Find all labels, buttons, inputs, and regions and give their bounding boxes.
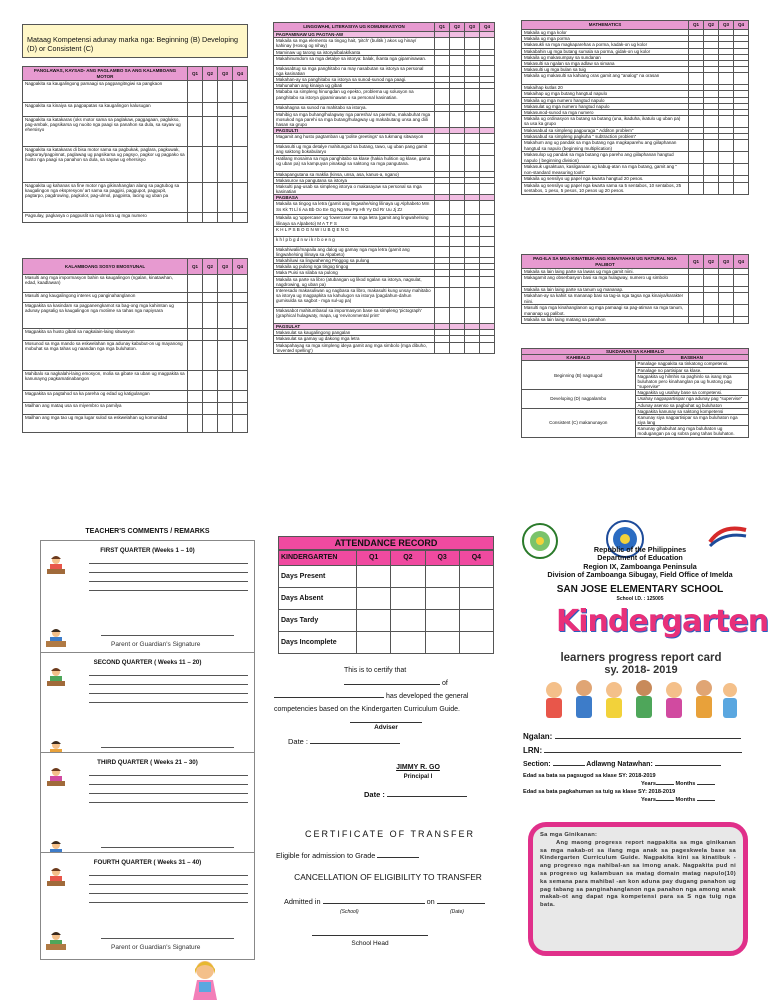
date-label: Date : [288, 737, 309, 746]
math-row: Makasabud sa simpleng pagpuraga " Additon problem" [522, 128, 689, 134]
language-row: Makaila ug 'uppercase' ug 'lowercase' na mga letra (gamit ang lingwahe/sing lilinaya sa Alpabeto) M A T F S [274, 215, 435, 226]
admitted-text: Admitted in [284, 897, 321, 906]
girl-with-books-icon [188, 958, 222, 1004]
math-row: Makasabud sa simpleng pagkuha " subtraction problem" [522, 134, 689, 140]
sosyo-table [22, 258, 248, 433]
math-header: MATHEMATICS [522, 21, 689, 30]
attendance-cell[interactable] [391, 566, 425, 588]
math-row: Makasulop ug pandak sa mga butang nga pareho ang giilaphanan hangtud napulo ( beginning division) [522, 152, 689, 164]
attendance-cell[interactable] [357, 588, 391, 610]
date-label: Date : [364, 790, 385, 799]
q-header: Q2 [203, 259, 218, 275]
language-row: Makasulti ug mga detalye mahitungod sa butang, tawo, ug uban pang gamit ang saktong bokabularyo [274, 144, 435, 155]
language-row: Makapangutana sa maklia (kinsa, unsa, asa, kanus-a, ngano) [274, 171, 435, 177]
writing-child-icon [45, 628, 67, 648]
school-year: sy. 2018- 2019 [604, 664, 678, 676]
birthdate-label: Adlawng Natawhan: [586, 761, 653, 768]
department-text: Department of Education [597, 553, 683, 563]
math-row: Makaila ug makasumpay sa sundanan [522, 54, 689, 60]
attendance-col-header: Q4 [459, 551, 493, 566]
math-table [521, 20, 749, 195]
natural-table [521, 254, 749, 324]
date-field-1 [288, 737, 400, 746]
cancel-title: CANCELLATION OF ELIGIBILITY TO TRANSFER [294, 872, 482, 882]
section-label: Section: [523, 761, 551, 768]
date-field-2 [364, 790, 467, 799]
attendance-title: ATTENDANCE RECORD [278, 536, 494, 550]
attendance-cell[interactable] [391, 610, 425, 632]
rating-row: Kanunay siya nagpartisipar sa mga buluhaton nga siya lang [635, 414, 749, 425]
language-row: Interesado makasuliwan ug nagbasa sa libro, makasulti kung unsay mahitabo sa istorya ug magpapkita sa kahulugon sa istorya (pagdahun-dahun gumisulda sa sagbot - mga sul-ug pa) [274, 287, 435, 307]
language-row: Makaila ug pulong nga tingog tingog [274, 264, 435, 270]
section-title: PAGSULAT [274, 323, 435, 329]
language-row: Makaila sa tingog sa letra (gamit ang lingwahe/sing lilinaya ug Alphabeto Mm Ss Kk Tt Ll Ii Aa Bb Oo Ee Gg Ng Ww Pp Hh Yy Dd Rr Uu Jj Zz [274, 201, 435, 215]
school-head-label: School Head [351, 940, 389, 947]
math-row: Makaila ug mga porma [522, 36, 689, 42]
republic-text: Republic of the Philippines [593, 545, 687, 554]
years-label: Years [641, 781, 656, 787]
q-header: Q4 [734, 255, 749, 269]
quarter-title: FOURTH QUARTER ( Weeks 31 – 40) [93, 859, 202, 866]
natural-row: Makahan-ay sa kahiit sa mananap basi sa tag-ia nga tagsa nga kinaiya/karakter niini. [522, 293, 689, 305]
language-row: K H L P S B O G N W I U B Q E N G [274, 226, 435, 236]
sosyo-row: Masulti ang mga impormasyon bahin sa kaugalingon (ngalan, kinatawhan, edad, kaadlawan) [23, 275, 188, 293]
language-header: LINGGWAHI, LITERASIYA UG KOMUNIKASYON [274, 23, 435, 32]
language-row: Makaila sa parte sa libro (atubangan ug likod ngalan sa istorya, nagsulat, nagdrowing, ug uban pa) [274, 276, 435, 287]
attendance-cell[interactable] [357, 632, 391, 654]
sosyo-row: Mosunod sa mga mando sa eskwelahan nga adunay kabubut-on ug mayanong mobuhat sa mga tahas ug naandan nga mga buluhaton. [23, 341, 188, 371]
sosyo-row: Mailhan ang mga tao ug mga lugar sulod sa eskwelahan ug komunidad [23, 415, 188, 433]
math-row: Makasunod-sunod sa mga numero [522, 109, 689, 115]
adviser-label: Adviser [374, 724, 398, 731]
q-header: Q1 [188, 67, 203, 81]
math-row: Makaila ug mga kolor [522, 30, 689, 36]
language-row: Makaila sa mga elemento sa tingog hait, 'pitch' (bulitik ) akos ug hinay/ kahinay (Hosog og nihay) [274, 38, 435, 49]
writing-child-icon [45, 931, 67, 951]
math-row: Makasulti ug mga bulan sa tuig [522, 67, 689, 73]
math-row: Makasukli sa mga magkaparehas a porma, kadak-on ug kolor [522, 42, 689, 48]
reading-child-icon [45, 667, 67, 687]
q-header: Q2 [704, 21, 719, 30]
math-row: Makaila ug sensilyo ug papel nga kwarta sama sa 5 sentabos, 10 sentabos, 25 sentabos, 1 peso, 5 pesos, 10 pesos ug 20 pesos. [522, 182, 689, 194]
motor-table [22, 66, 248, 223]
date-caption: (Date) [450, 909, 464, 915]
math-row: Makahum ang ug pandak sa mga butang nga magkaparehu ang giilaphanan hangtud sa napulo (beginning multiplication) [522, 140, 689, 152]
math-row: Makaila ug ordinasyon sa butang sa butang (una, ikaduha, ikatulo ug uban pa) sa usa ka grupo [522, 116, 689, 128]
q-header: Q1 [689, 255, 704, 269]
rating-row: Nagpakita ug hilmhis sa paghinlo sa isang mga buluhaton pero kinahanglan pa ug hustong pag "supervise" [635, 373, 749, 390]
principal-title: Principal I [403, 774, 433, 780]
natural-row: Makaila sa lain laing parte sa tanum ug mananap. [522, 287, 689, 293]
children-illustration [540, 676, 740, 726]
q-header: Q1 [689, 21, 704, 30]
q-header: Q4 [233, 67, 248, 81]
years-label: Years [641, 797, 656, 803]
sosyo-row: Magpakita sa husto gibati sa nagkalain-laing sitwasyon [23, 329, 188, 341]
attendance-col-header: Q3 [425, 551, 459, 566]
on-text: on [426, 897, 435, 906]
quarter-title: SECOND QUARTER ( Weeks 11 – 20) [93, 659, 202, 666]
attendance-row-label: Days Absent [279, 588, 357, 610]
competencies-text: competencies based on the Kindergarten Curriculum Guide. [274, 706, 460, 713]
rating-row: Nagpakita kanunay sa saktong kompetensi [635, 408, 749, 414]
natural-panel [521, 254, 749, 324]
rating-level: Developing (D) nagpalambo [522, 390, 636, 409]
ngalan-label: Ngalan: [523, 732, 553, 741]
language-row: Makasulat sa gamay ug dakong mga letra [274, 336, 435, 342]
math-row: Makaila ug sensilyo ug papel nga kwarta hangtud 20 pesos. [522, 176, 689, 182]
school-caption: (School) [340, 909, 359, 915]
q-header: Q3 [218, 259, 233, 275]
rating-header: SUKDANAN SA KAHIBALO [522, 349, 749, 355]
kindergarten-banner: Kindergarten [556, 604, 768, 639]
division-text: Division of Zamboanga Sibugay, Field Office of Imelda [547, 570, 733, 580]
math-row: Makabahin ug mga butang sumala sa porma, gidak-on ug kolor [522, 48, 689, 54]
sosyo-row: Magpakita sa kasindam sa pagpanengkamot sa bag-ong mga kahimtan ug adunay pagsalig sa kaugalingon nga motiime sa tahas nga napiysara [23, 303, 188, 329]
admitted-line [284, 897, 499, 906]
region-text: Region IX, Zamboanga Peninsula [583, 561, 697, 571]
language-row: Makahiwalii/mapaila ang dalog ug gamay nga mga letra (gamit ang lingwahe/sing lilinaya sa Alpabeto) [274, 246, 435, 257]
eligible-line [276, 851, 419, 860]
sosyo-row: Masulti ang kaugalingong interes ug panginahanglanon [23, 293, 188, 303]
motor-row: Nagpakita sa kinaiya sa pagpapatas sa kaugalingon kalusugan [23, 103, 188, 117]
rating-panel [521, 348, 749, 438]
sosyo-row: Mailhan ang mataq usa sa miyembro sa pamilya [23, 403, 188, 415]
rating-level: Consistent (C) makanunayon [522, 408, 636, 437]
rating-row: Adunay asenso sa pagbuhat ug buluhaton [635, 402, 749, 408]
attendance-col-header: KINDERGARTEN [279, 551, 357, 566]
age-end-label: Edad sa bata pagkahuman sa tuig sa klase SY: 2018-2019 [523, 789, 676, 795]
language-row: Maksulti pag-usab sa simpleng istorya o makasayaw sa personal sa mga kasinatian [274, 183, 435, 194]
letter-body: Ang maong progress report nagpakita sa mga ginikanan sa mga nakab-ot sa ilang mga anak sa pageskwela base sa Kindergarten Curriculum Guide. Nagpakita kini sa kinatibuk - ang progreso nga nahibal-an sa imong anak. Nagpakita pud ni sa progreso ug kalambuan sa matag domain matag napulo(10) ka semana para mahibal -an kon aduna pay dugang panahon ug pag tabang sa panginahanglanon nga panahon nga among anak makab-ot ang dapat nga kompetensi para sa S nga tuig nga bata. [540, 839, 736, 909]
math-row: Makaihap kutlas 20 [522, 85, 689, 91]
q-header: Q3 [218, 67, 233, 81]
language-row: Mahibig sa mga buhang/hulagway nga paresha/ sa paresha, makabuhat mga mosukod nga parehi sa mga butang/hulagway ug makabutang unsa ang diili hasan sa grupo [274, 111, 435, 128]
motor-row: Nagpakita sa katakaras (oks motor sama sa paglakaw, paggagaan, paglukso, pag-ambak, pagsikarsa ug nuoito nga paagi sa panahon sa dula, sa sayaw ug ehersisyo [23, 117, 188, 147]
attendance-cell[interactable] [425, 610, 459, 632]
cover-header [540, 546, 740, 580]
sosyo-panel [22, 258, 248, 468]
of-text: of [441, 680, 448, 687]
rating-row: Usahay nagpapartisipar nga adunay pag "supervise" [635, 396, 749, 402]
age-start-label: Edad sa bata sa pagsugod sa klase SY: 2018-2019 [523, 773, 656, 779]
math-row: Makaila ug makasulti sa kahiang oras gamit ang "analog" na orasan [522, 73, 689, 85]
natural-row: Masulti nga mga kinahanglanon ug mga pamaagi sa pag-atiman sa mga tanum, mananap ug palibot. [522, 305, 689, 317]
quarter-box-4 [40, 852, 255, 960]
language-row: Makasulat sa kaugalingong pangalan [274, 330, 435, 336]
attendance-table-wrap [278, 550, 494, 654]
rating-col2: BASEHAN [635, 355, 749, 361]
language-row: Makahiluwi sa lingwahenng Pinggog sa pulong [274, 258, 435, 264]
natural-header: PAG-ILA SA MGA KINATBUK-ANG KINAIYAHAN UG NATURAL NGA PALIBOT [522, 255, 689, 269]
motor-row: Nagpakita sa kaugalingong pamaagi sa pagpangitngiwi sa pangkaon [23, 81, 188, 103]
reading-child-icon [45, 555, 67, 575]
q-header: Q2 [203, 67, 218, 81]
progress-title: learners progress report card [560, 652, 722, 664]
q-header: Q1 [188, 259, 203, 275]
section-title: PAGPAMINAW UG PAGTAN-AW [274, 32, 435, 38]
ngalan-field[interactable] [555, 738, 741, 739]
school-name: SAN JOSE ELEMENTARY SCHOOL [556, 584, 724, 595]
section-title: PAGSULTI [274, 128, 435, 134]
language-row: Mahunahan ang kinaiya ug gibati [274, 83, 435, 89]
birthdate-field[interactable] [655, 765, 721, 766]
math-row: Makaila ug mga numero hangtud napulo [522, 97, 689, 103]
q-header: Q3 [719, 255, 734, 269]
rating-row: Nagpakita ug usahay base sa competensi. [635, 390, 749, 396]
motor-header: PANGLAWAS, KAYSAD- ANG PAGLAMBO SA ANG KALAMBOANG MOTOR [23, 67, 188, 81]
motor-row: Nagpakita ug kahanas sa fine motor nga gikinahanglan alang sa pagtubog sa kaugalingon nga ekspresyon/ art sama sa paggisi, paggupot, paggupit, pagtarpo, pagdrowing, pagkolor, pag-ulmol, pagpinta, lacing ug uban pa [23, 183, 188, 213]
q-header: Q1 [435, 23, 450, 32]
attendance-row-label: Days Tardy [279, 610, 357, 632]
language-row: Magamit ang husto pagtamban ug 'polite greetings' sa tukmang sitwasyon [274, 134, 435, 144]
principal-name: JIMMY R. GO [396, 764, 440, 771]
months-label: Months [675, 781, 696, 787]
natural-row: Makagamit ang obserbasyon basi sa mga hulagway, numero ug simbolo [522, 275, 689, 287]
natural-row: Makaila sa lain laing matang sa panahon [522, 317, 689, 323]
parents-letter [528, 822, 748, 956]
q-header: Q4 [734, 21, 749, 30]
math-row: Makasulat ug mga numero hangtud napulo [522, 103, 689, 109]
rating-table [521, 348, 749, 438]
language-row: Makapahayag sa mga simpleng ideya gamit ang mga simbolo (mga dibuho, 'invented spelling') [274, 342, 435, 353]
reading-child-icon [45, 867, 67, 887]
math-row: Makasulti sa ngalan sa mga adlaw sa simana [522, 60, 689, 66]
section-field[interactable] [553, 765, 585, 766]
math-panel [521, 20, 749, 195]
language-row: Maka Puisi sa silaba sa pulong [274, 270, 435, 276]
reading-child-icon [45, 767, 67, 787]
school-id: School I.D. : 125005 [616, 596, 664, 602]
attendance-row-label: Days Incomplete [279, 632, 357, 654]
language-row: Makasabtug sa mga panghitabo na may nasabutan sa istorya sa personal nga kasinatian [274, 65, 435, 76]
language-row: Makahagna sa sunod na mahitabo sa istorya. [274, 105, 435, 111]
natural-row: Makaila sa lain laing parte sa lawas ug mga gamit niini. [522, 269, 689, 275]
school-head-line [312, 935, 428, 936]
sosyo-header: KALAMBOANG SOSYO EMOSYUNAL [23, 259, 188, 275]
sosyo-row: Mahibalo sa nagkalahi-laing emosyon, molia sa gibate sa uban ug magpakita sa kanunayng pagkamatinabangon [23, 371, 188, 391]
top-left-panel [22, 24, 248, 240]
lrn-field[interactable] [544, 752, 742, 753]
eligible-text: Eligible for admission to Grade [276, 851, 376, 860]
attendance-cell[interactable] [357, 610, 391, 632]
language-row: k h l p b g d n w i k r b o e n g [274, 236, 435, 246]
attendance-cell[interactable] [459, 588, 493, 610]
math-row: Makaihap ug mga butang hangtud napulo [522, 91, 689, 97]
motor-row: Pagsulay, pagkasya o pagpuslit sa mga letra ug mga numero [23, 213, 188, 223]
q-header: Q4 [233, 259, 248, 275]
age-info [523, 772, 749, 804]
language-table [273, 22, 495, 354]
attendance-cell[interactable] [425, 588, 459, 610]
learner-info [523, 730, 749, 772]
lrn-label: LRN: [523, 746, 543, 755]
developed-text: has developed the general [385, 693, 469, 700]
language-row: Makahan-ay sa panghitabo sa istorya sa sunod-sunod nga paagi. [274, 77, 435, 83]
attendance-col-header: Q1 [357, 551, 391, 566]
attendance-cell[interactable] [357, 566, 391, 588]
letter-greeting: Sa mga Ginikanan: [540, 832, 598, 838]
section-title: PAGBASA [274, 195, 435, 201]
language-row: Mababa sa simpleng hinungdan ug epekto, problema ug solusyon na panghitabo sa istorya gipaminawan o sa personal kasinatian. [274, 89, 435, 105]
attendance-col-header: Q2 [391, 551, 425, 566]
quarter-title: THIRD QUARTER ( Weeks 21 – 30) [97, 759, 198, 766]
attendance-cell[interactable] [459, 566, 493, 588]
motor-row: Nagpakita sa katakaras di bisa motor sama sa pagbukak, paglara, pagkuwak, pagkuray/pagpinnat, paglawag ug pagsikarsa ug pagsyo, pagkor ug pagpako sa husto nga paagi sa panahon sa dula, sa sayaw ug ehersisyo [23, 147, 188, 183]
language-row: Makahinumdom sa mga detalye sa istorya: balak, /kanta nga gipaminawan. [274, 55, 435, 65]
q-header: Q2 [704, 255, 719, 269]
language-row: Makasabot mahitumbasul sa impormasyon base sa simpleng 'pictograph' (graphical hulagwaty, mapa, ug 'environmental print' [274, 307, 435, 323]
quarter-title: FIRST QUARTER (Weeks 1 – 10) [100, 547, 195, 554]
language-panel [273, 22, 495, 466]
attendance-cell[interactable] [459, 610, 493, 632]
quarter-box-1 [40, 540, 255, 657]
parent-signature-label: Parent or Guardian's Signature [111, 641, 201, 648]
q-header: Q2 [450, 23, 465, 32]
language-row: Makasurov sa pangutana sa istorya [274, 177, 435, 183]
q-header: Q4 [480, 23, 495, 32]
rating-level: Beginning (B) nagsugod [522, 361, 636, 390]
rating-row: Panalage no partisipar sa klase. [635, 367, 749, 373]
q-header: Q3 [719, 21, 734, 30]
attendance-cell[interactable] [391, 588, 425, 610]
adviser-line [350, 722, 422, 723]
math-row: Makasuk ugsaktuan, kasilganaan ug kabug-atan na mga butang, gamit ang " non-standard measuring tools" [522, 164, 689, 176]
attendance-cell[interactable] [391, 632, 425, 654]
sosyo-row: Magpakita sa pagtahod sa ka pareha og edad ug katigulangan [23, 391, 188, 403]
teacher-comments-title: TEACHER'S COMMENTS / REMARKS [85, 528, 210, 535]
rating-col1: KAHIBALO [522, 355, 636, 361]
language-row: Maminaw ug tarong sa istorya/balak/kanta [274, 49, 435, 55]
attendance-table [278, 550, 494, 654]
certify-statement [274, 664, 502, 716]
attendance-row-label: Days Present [279, 566, 357, 588]
language-row: Hatilang mosaima sa mga panghitabo sa klase (hakia hulition og klase, gama ug uban pa) sa kampuyan pinakagi sa saktong sa mga pangutana. [274, 155, 435, 171]
rating-row: Kanunay gihabuhat ang mga buluhaton ug modugangan pa og sobra pang tahas buluhaton. [635, 426, 749, 437]
months-label: Months [675, 797, 696, 803]
q-header: Q3 [465, 23, 480, 32]
competency-title: Mataag Kompetensi adunay marka nga: Beginning (B) Developing (D) or Consistent (C) [22, 24, 248, 58]
transfer-title: CERTIFICATE OF TRANSFER [304, 829, 475, 839]
attendance-cell[interactable] [425, 632, 459, 654]
parent-signature-label: Parent or Guardian's Signature [111, 944, 201, 951]
certify-text: This is to certify that [344, 667, 407, 674]
attendance-cell[interactable] [459, 632, 493, 654]
rating-row: Panalage nagpakita sa tinkatong competensi. [635, 361, 749, 367]
attendance-cell[interactable] [425, 566, 459, 588]
